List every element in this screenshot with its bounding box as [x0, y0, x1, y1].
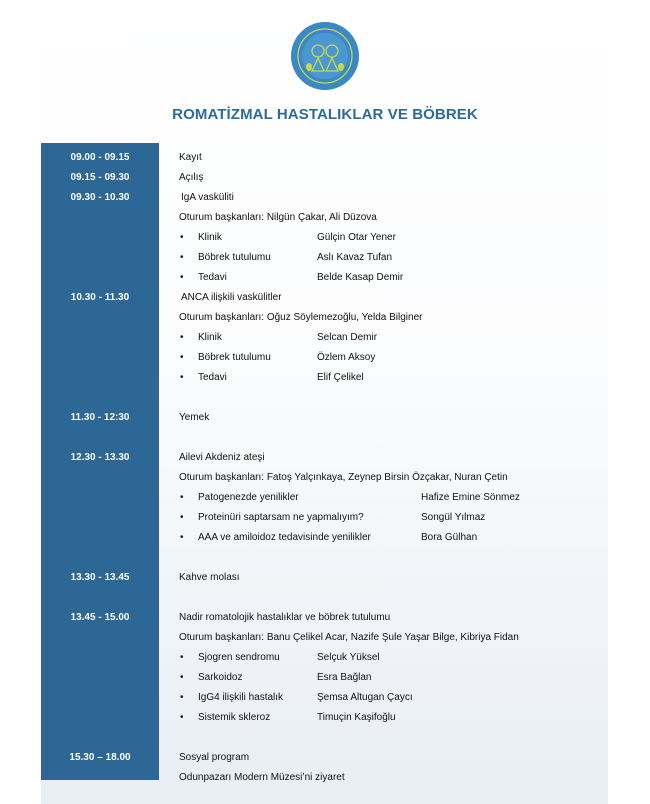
bullet-icon: • [180, 372, 184, 383]
schedule-item: Açılış [179, 172, 204, 183]
session-topic: Patogenezde yenilikler [198, 492, 299, 503]
schedule-item: Nadir romatolojik hastalıklar ve böbrek tutulumu [179, 612, 391, 623]
schedule-item: Oturum başkanları: Fatoş Yalçınkaya, Zeynep Birsin Özçakar, Nuran Çetin [179, 472, 508, 483]
speaker-name: Esra Bağlan [317, 672, 372, 683]
schedule-item: Oturum başkanları: Banu Çelikel Acar, Nazife Şule Yaşar Bilge, Kibriya Fidan [179, 632, 519, 643]
schedule-item: Yemek [179, 412, 210, 423]
bullet-icon: • [180, 712, 184, 723]
schedule-item: Kayıt [179, 152, 202, 163]
session-topic: IgG4 ilişkili hastalık [198, 692, 284, 703]
schedule-item: Oturum başkanları: Nilgün Çakar, Ali Düzova [179, 212, 377, 223]
time-slot: 09.30 - 10.30 [70, 192, 130, 203]
bullet-icon: • [180, 492, 184, 503]
session-topic: Böbrek tutulumu [198, 252, 271, 263]
session-topic: Böbrek tutulumu [198, 352, 271, 363]
association-logo-icon [290, 21, 360, 91]
speaker-name: Özlem Aksoy [317, 352, 376, 363]
schedule-item: Sosyal program [179, 752, 250, 763]
session-topic: Klinik [198, 232, 222, 243]
speaker-name: Hafize Emine Sönmez [421, 492, 520, 503]
page-title: ROMATİZMAL HASTALIKLAR VE BÖBREK [172, 106, 478, 123]
speaker-name: Timuçin Kaşifoğlu [317, 712, 396, 723]
session-topic: AAA ve amiloidoz tedavisinde yenilikler [198, 532, 371, 543]
bullet-icon: • [180, 532, 184, 543]
schedule-item: Oturum başkanları: Oğuz Söylemezoğlu, Yelda Bilginer [179, 312, 423, 323]
bullet-icon: • [180, 652, 184, 663]
session-topic: Sjogren sendromu [198, 652, 280, 663]
speaker-name: Selçuk Yüksel [317, 652, 380, 663]
time-slot: 13.30 - 13.45 [70, 572, 130, 583]
speaker-name: Selcan Demir [317, 332, 378, 343]
session-topic: Sistemik skleroz [198, 712, 271, 723]
schedule-item: IgA vasküliti [181, 192, 234, 203]
session-topic: Sarkoidoz [198, 672, 243, 683]
speaker-name: Bora Gülhan [421, 532, 478, 543]
bullet-icon: • [180, 252, 184, 263]
speaker-name: Belde Kasap Demir [317, 272, 404, 283]
speaker-name: Şemsa Altugan Çaycı [317, 692, 413, 703]
time-slot: 10.30 - 11.30 [70, 292, 130, 303]
schedule-item: Ailevi Akdeniz ateşi [179, 452, 265, 463]
speaker-name: Gülçin Otar Yener [317, 232, 396, 243]
session-topic: Tedavi [198, 372, 227, 383]
bullet-icon: • [180, 232, 184, 243]
session-topic: Proteinüri saptarsam ne yapmalıyım? [198, 512, 364, 523]
schedule-item: Odunpazarı Modern Müzesi’ni ziyaret [179, 772, 345, 783]
time-slot: 11.30 - 12:30 [70, 412, 130, 423]
speaker-name: Elif Çelikel [317, 372, 364, 383]
speaker-name: Songül Yılmaz [421, 512, 486, 523]
time-slot: 09.15 - 09.30 [70, 172, 130, 183]
bullet-icon: • [180, 352, 184, 363]
time-slot: 12.30 - 13.30 [70, 452, 130, 463]
bullet-icon: • [180, 272, 184, 283]
speaker-name: Aslı Kavaz Tufan [317, 252, 393, 263]
time-slot: 13.45 - 15.00 [70, 612, 130, 623]
time-slot: 15.30 – 18.00 [69, 752, 131, 763]
bullet-icon: • [180, 332, 184, 343]
bullet-icon: • [180, 672, 184, 683]
time-slot: 09.00 - 09.15 [70, 152, 130, 163]
bullet-icon: • [180, 512, 184, 523]
session-topic: Klinik [198, 332, 222, 343]
session-topic: Tedavi [198, 272, 227, 283]
bullet-icon: • [180, 692, 184, 703]
schedule-item: ANCA ilişkili vaskülitler [181, 292, 282, 303]
schedule-item: Kahve molası [179, 572, 240, 583]
